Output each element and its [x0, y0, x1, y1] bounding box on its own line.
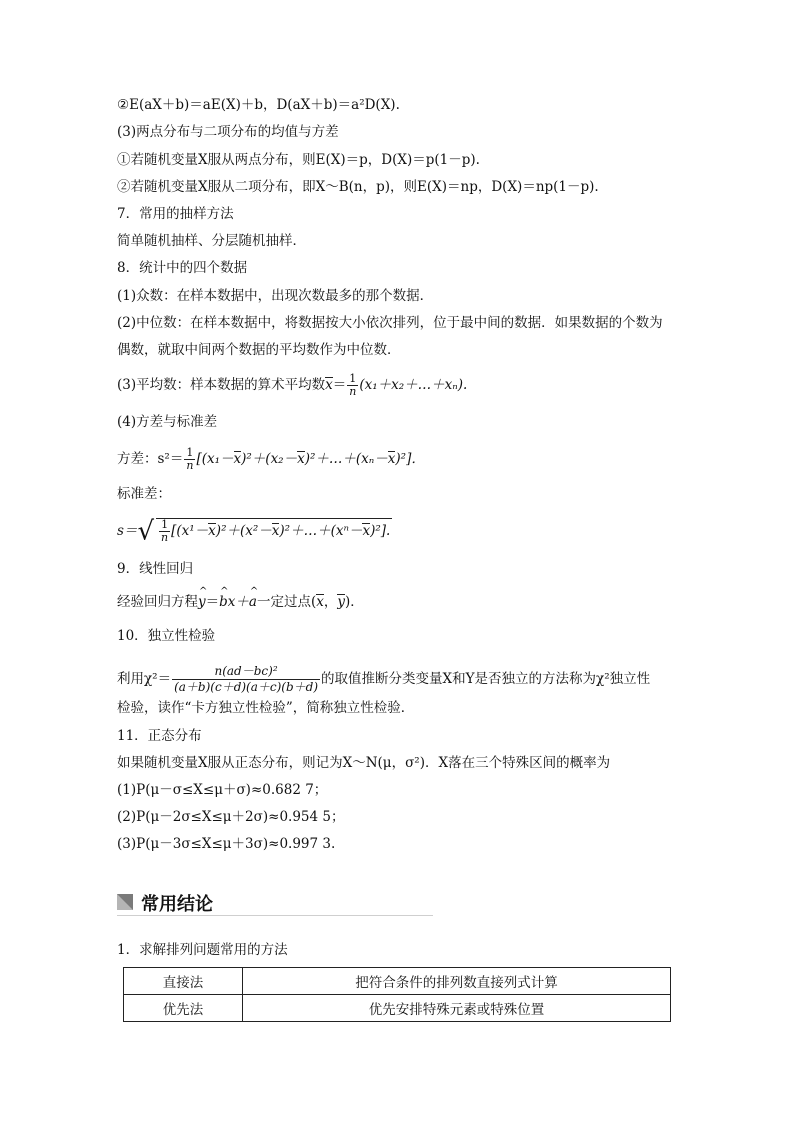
regression-point-text: 一定过点(	[256, 594, 317, 610]
x-bar: x	[316, 594, 324, 610]
comma: ，	[323, 594, 338, 610]
table-cell-method: 直接法	[124, 968, 243, 995]
table-cell-desc: 优先安排特殊元素或特殊位置	[243, 995, 671, 1022]
table-cell-method: 优先法	[124, 995, 243, 1022]
text-line: ①若随机变量X服从两点分布，则E(X)＝p，D(X)＝p(1－p).	[117, 152, 480, 168]
chi-numerator: n(ad－bc)²	[172, 664, 320, 680]
y-hat: ^ y	[198, 593, 206, 611]
heading-10: 10．独立性检验	[117, 628, 216, 644]
stddev-part: )²].	[370, 523, 391, 539]
heading-8: 8．统计中的四个数据	[117, 260, 248, 276]
heading-9: 9．线性回归	[117, 561, 194, 577]
chi-label: 利用χ²＝	[117, 671, 172, 687]
table-row	[124, 995, 671, 1022]
x-bar: x	[387, 451, 396, 467]
text-line: 偶数，就取中间两个数据的平均数作为中位数．	[117, 342, 401, 358]
x-bar: x	[362, 523, 371, 539]
x-bar: x	[233, 451, 242, 467]
stddev-label: s＝	[117, 523, 138, 539]
table-cell-desc: 把符合条件的排列数直接列式计算	[243, 968, 671, 995]
chi-text: 的取值推断分类变量X和Y是否独立的方法称为χ²独立性	[321, 671, 651, 687]
fraction-denominator: n	[186, 459, 194, 472]
text-line: ②E(aX＋b)＝aE(X)＋b，D(aX＋b)＝a²D(X).	[117, 97, 400, 113]
text-line: ②若随机变量X服从二项分布，即X～B(n，p)，则E(X)＝np，D(X)＝np(1－p).	[117, 179, 599, 195]
text-line: (1)P(μ－σ≤X≤μ＋σ)≈0.682 7；	[117, 782, 328, 798]
stddev-part: )²＋(x²－	[215, 523, 272, 539]
stddev-part: [(x¹－	[171, 523, 209, 539]
fraction	[159, 519, 170, 544]
fraction-numerator: 1	[159, 519, 170, 532]
section-title: 常用结论	[141, 894, 213, 915]
regression-x: x＋	[227, 594, 249, 610]
mean-label: (3)平均数：样本数据的算术平均数	[117, 377, 326, 393]
x-bar: x	[297, 451, 305, 467]
mean-expression: (x₁＋x₂＋…＋xₙ).	[359, 377, 468, 393]
fraction-numerator: 1	[347, 373, 358, 386]
heading-11: 11．正态分布	[117, 728, 202, 744]
chi-square-line	[117, 664, 650, 695]
regression-point-end: )．	[345, 594, 364, 610]
heading-7: 7．常用的抽样方法	[117, 206, 234, 222]
x-bar: x	[271, 523, 280, 539]
methods-table	[123, 967, 671, 1022]
fraction-denominator: n	[161, 531, 169, 544]
chi-denominator: (a＋b)(c＋d)(a＋c)(b＋d)	[174, 680, 319, 694]
regression-label: 经验回归方程	[117, 594, 198, 610]
text-line: (2)P(μ－2σ≤X≤μ＋2σ)≈0.954 5；	[117, 809, 345, 825]
table-row	[124, 968, 671, 995]
variance-part: )²]．	[395, 451, 425, 467]
fraction	[347, 373, 358, 398]
variance-part: )²＋(x₂－	[241, 451, 298, 467]
fraction-denominator: n	[349, 385, 357, 398]
text-line: (3)两点分布与二项分布的均值与方差	[117, 124, 339, 140]
chi-fraction	[172, 664, 320, 695]
radicand	[156, 518, 392, 544]
text-line: 标准差：	[117, 486, 171, 502]
text-line: 简单随机抽样、分层随机抽样．	[117, 233, 306, 249]
radical-sign: √	[137, 516, 155, 547]
text-line: (3)P(μ－3σ≤X≤μ＋3σ)≈0.997 3.	[117, 836, 336, 852]
x-bar: x	[208, 523, 216, 539]
fraction-numerator: 1	[184, 447, 195, 460]
variance-label: 方差：s²＝	[117, 451, 184, 467]
stddev-formula-line	[117, 516, 392, 547]
stddev-part: )²＋…＋(xⁿ－	[279, 523, 363, 539]
text-line: 检验，读作“卡方独立性检验”，简称独立性检验．	[117, 700, 415, 716]
text-line: (1)众数：在样本数据中，出现次数最多的那个数据．	[117, 288, 434, 304]
text-line: 如果随机变量X服从正态分布，则记为X～N(μ，σ²)．X落在三个特殊区间的概率为	[117, 755, 611, 771]
regression-line	[117, 593, 364, 611]
section-header	[117, 887, 433, 916]
y-bar: y	[337, 594, 346, 610]
equals: ＝	[205, 594, 220, 610]
fraction	[184, 447, 195, 472]
x-bar: x	[325, 377, 333, 393]
variance-part: [(x₁－	[196, 451, 234, 467]
mean-formula-line: (3)平均数：样本数据的算术平均数x＝ $\frac{1}{n}$ (x₁＋x₂＋…＋xₙ).	[117, 372, 468, 398]
section-triangle-icon	[117, 894, 133, 910]
variance-part: )²＋…＋(xₙ－	[304, 451, 388, 467]
a-hat: ^ a	[249, 593, 257, 611]
heading-permutation: 1．求解排列问题常用的方法	[117, 942, 288, 958]
variance-formula-line	[117, 447, 425, 472]
b-hat: ^ b	[219, 593, 228, 611]
heading-variance: (4)方差与标准差	[117, 414, 218, 430]
text-line: (2)中位数：在样本数据中，将数据按大小依次排列，位于最中间的数据．如果数据的个数为	[117, 315, 663, 331]
